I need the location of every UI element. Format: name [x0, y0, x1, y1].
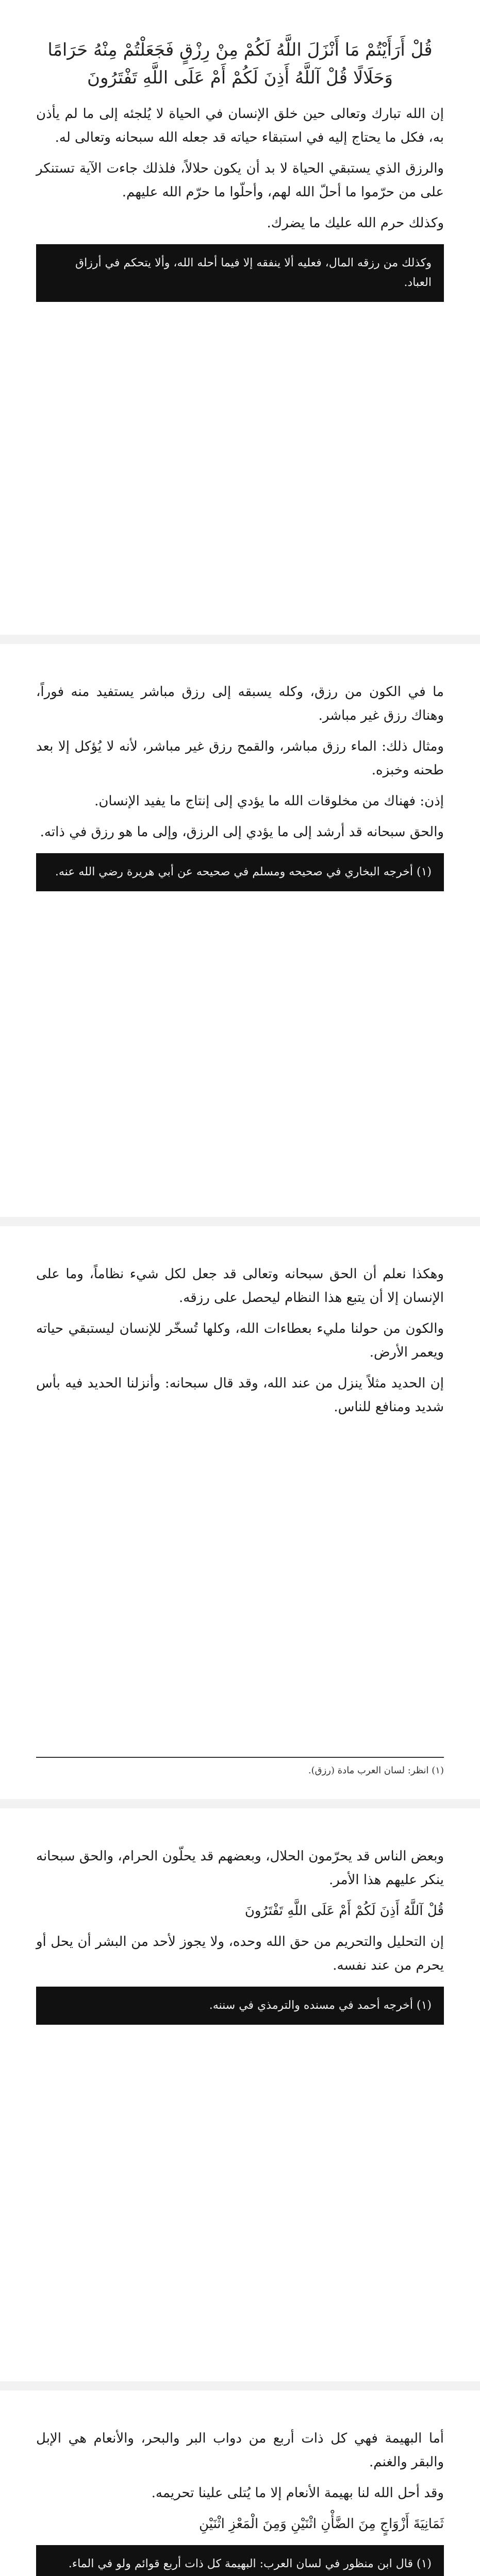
paragraph: وقد أحل الله لنا بهيمة الأنعام إلا ما يُتلى علينا تحريمه. — [151, 2485, 444, 2501]
highlight-band: (١) أخرجه أحمد في مسنده والترمذي في سننه. — [36, 1987, 444, 2025]
paragraph: ومثال ذلك: الماء رزق مباشر، والقمح رزق غير مباشر، لأنه لا يُؤكل إلا بعد طحنه وخبزه. — [36, 739, 444, 778]
paragraph: والحق سبحانه قد أرشد إلى ما يؤدي إلى الرزق، وإلى ما هو رزق في ذاته. — [40, 824, 444, 840]
paragraph: وكذلك حرم الله عليك ما يضرك. — [267, 215, 444, 231]
highlight-band: (١) قال ابن منظور في لسان العرب: البهيمة كل ذات أربع قوائم ولو في الماء. — [36, 2545, 444, 2576]
paragraph: إن الله تبارك وتعالى حين خلق الإنسان في الحياة لا يُلجئه إلى ما لم يأذن به، فكل ما يحتاج إليه في استبقاء حياته قد جعله الله سبحانه وتعالى له. — [36, 106, 444, 145]
paragraph: والكون من حولنا مليء بعطاءات الله، وكلها تُسخّر للإنسان ليستبقي حياته ويعمر الأرض. — [36, 1321, 444, 1360]
paragraph: إذن: فهناك من مخلوقات الله ما يؤدي إلى إنتاج ما يفيد الإنسان. — [94, 793, 444, 809]
page — [0, 2391, 480, 2576]
paragraph: ما في الكون من رزق، وكله يسبقه إلى رزق مباشر يستفيد منه فوراً، وهناك رزق غير مباشر. — [36, 684, 444, 723]
paragraph: وبعض الناس قد يحرّمون الحلال، وبعضهم قد يحلّون الحرام، والحق سبحانه ينكر عليهم هذا الأمر. — [36, 1849, 444, 1888]
paragraph: وهكذا نعلم أن الحق سبحانه وتعالى قد جعل لكل شيء نظاماً، وما على الإنسان إلا أن يتبع هذا النظام ليحصل على رزقه. — [36, 1266, 444, 1306]
paragraph: والرزق الذي يستبقي الحياة لا بد أن يكون حلالاً، فلذلك جاءت الآية تستنكر على من حرّموا ما أحلّ الله لهم، وأحلّوا ما حرّم الله عليهم. — [36, 161, 444, 200]
page — [0, 1226, 480, 1808]
paragraph: إن التحليل والتحريم من حق الله وحده، ولا يجوز لأحد من البشر أن يحل أو يحرم من عند نفسه. — [36, 1934, 444, 1973]
footnotes: (١) انظر: لسان العرب مادة (رزق). — [36, 1757, 444, 1778]
highlight-band: وكذلك من رزقه المال، فعليه ألا ينفقه إلا فيما أحله الله، وألا يتحكم في أرزاق العباد. — [36, 244, 444, 302]
page — [0, 1808, 480, 2391]
paragraph: قُلْ آللَّهُ أَذِنَ لَكُمْ أَمْ عَلَى اللَّهِ تَفْتَرُونَ — [244, 1903, 444, 1919]
page — [0, 0, 480, 644]
highlight-band: (١) أخرجه البخاري في صحيحه ومسلم في صحيحه عن أبي هريرة رضي الله عنه. — [36, 853, 444, 891]
paragraph: أما البهيمة فهي كل ذات أربع من دواب البر والبحر، والأنعام هي الإبل والبقر والغنم. — [36, 2431, 444, 2470]
paragraph: إن الحديد مثلاً ينزل من عند الله، وقد قال سبحانه: وأنزلنا الحديد فيه بأس شديد ومنافع للناس. — [36, 1376, 444, 1415]
page — [0, 644, 480, 1226]
verse-heading: قُلْ أَرَأَيْتُمْ مَا أَنْزَلَ اللَّهُ لَكُمْ مِنْ رِزْقٍ فَجَعَلْتُمْ مِنْهُ حَرَامًا وَحَلَالًا قُلْ آللَّهُ أَذِنَ لَكُمْ أَمْ عَلَى اللَّهِ تَفْتَرُونَ — [47, 40, 433, 88]
paragraph: ثَمَانِيَةَ أَزْوَاجٍ مِنَ الضَّأْنِ اثْنَيْنِ وَمِنَ الْمَعْزِ اثْنَيْنِ — [198, 2516, 444, 2532]
